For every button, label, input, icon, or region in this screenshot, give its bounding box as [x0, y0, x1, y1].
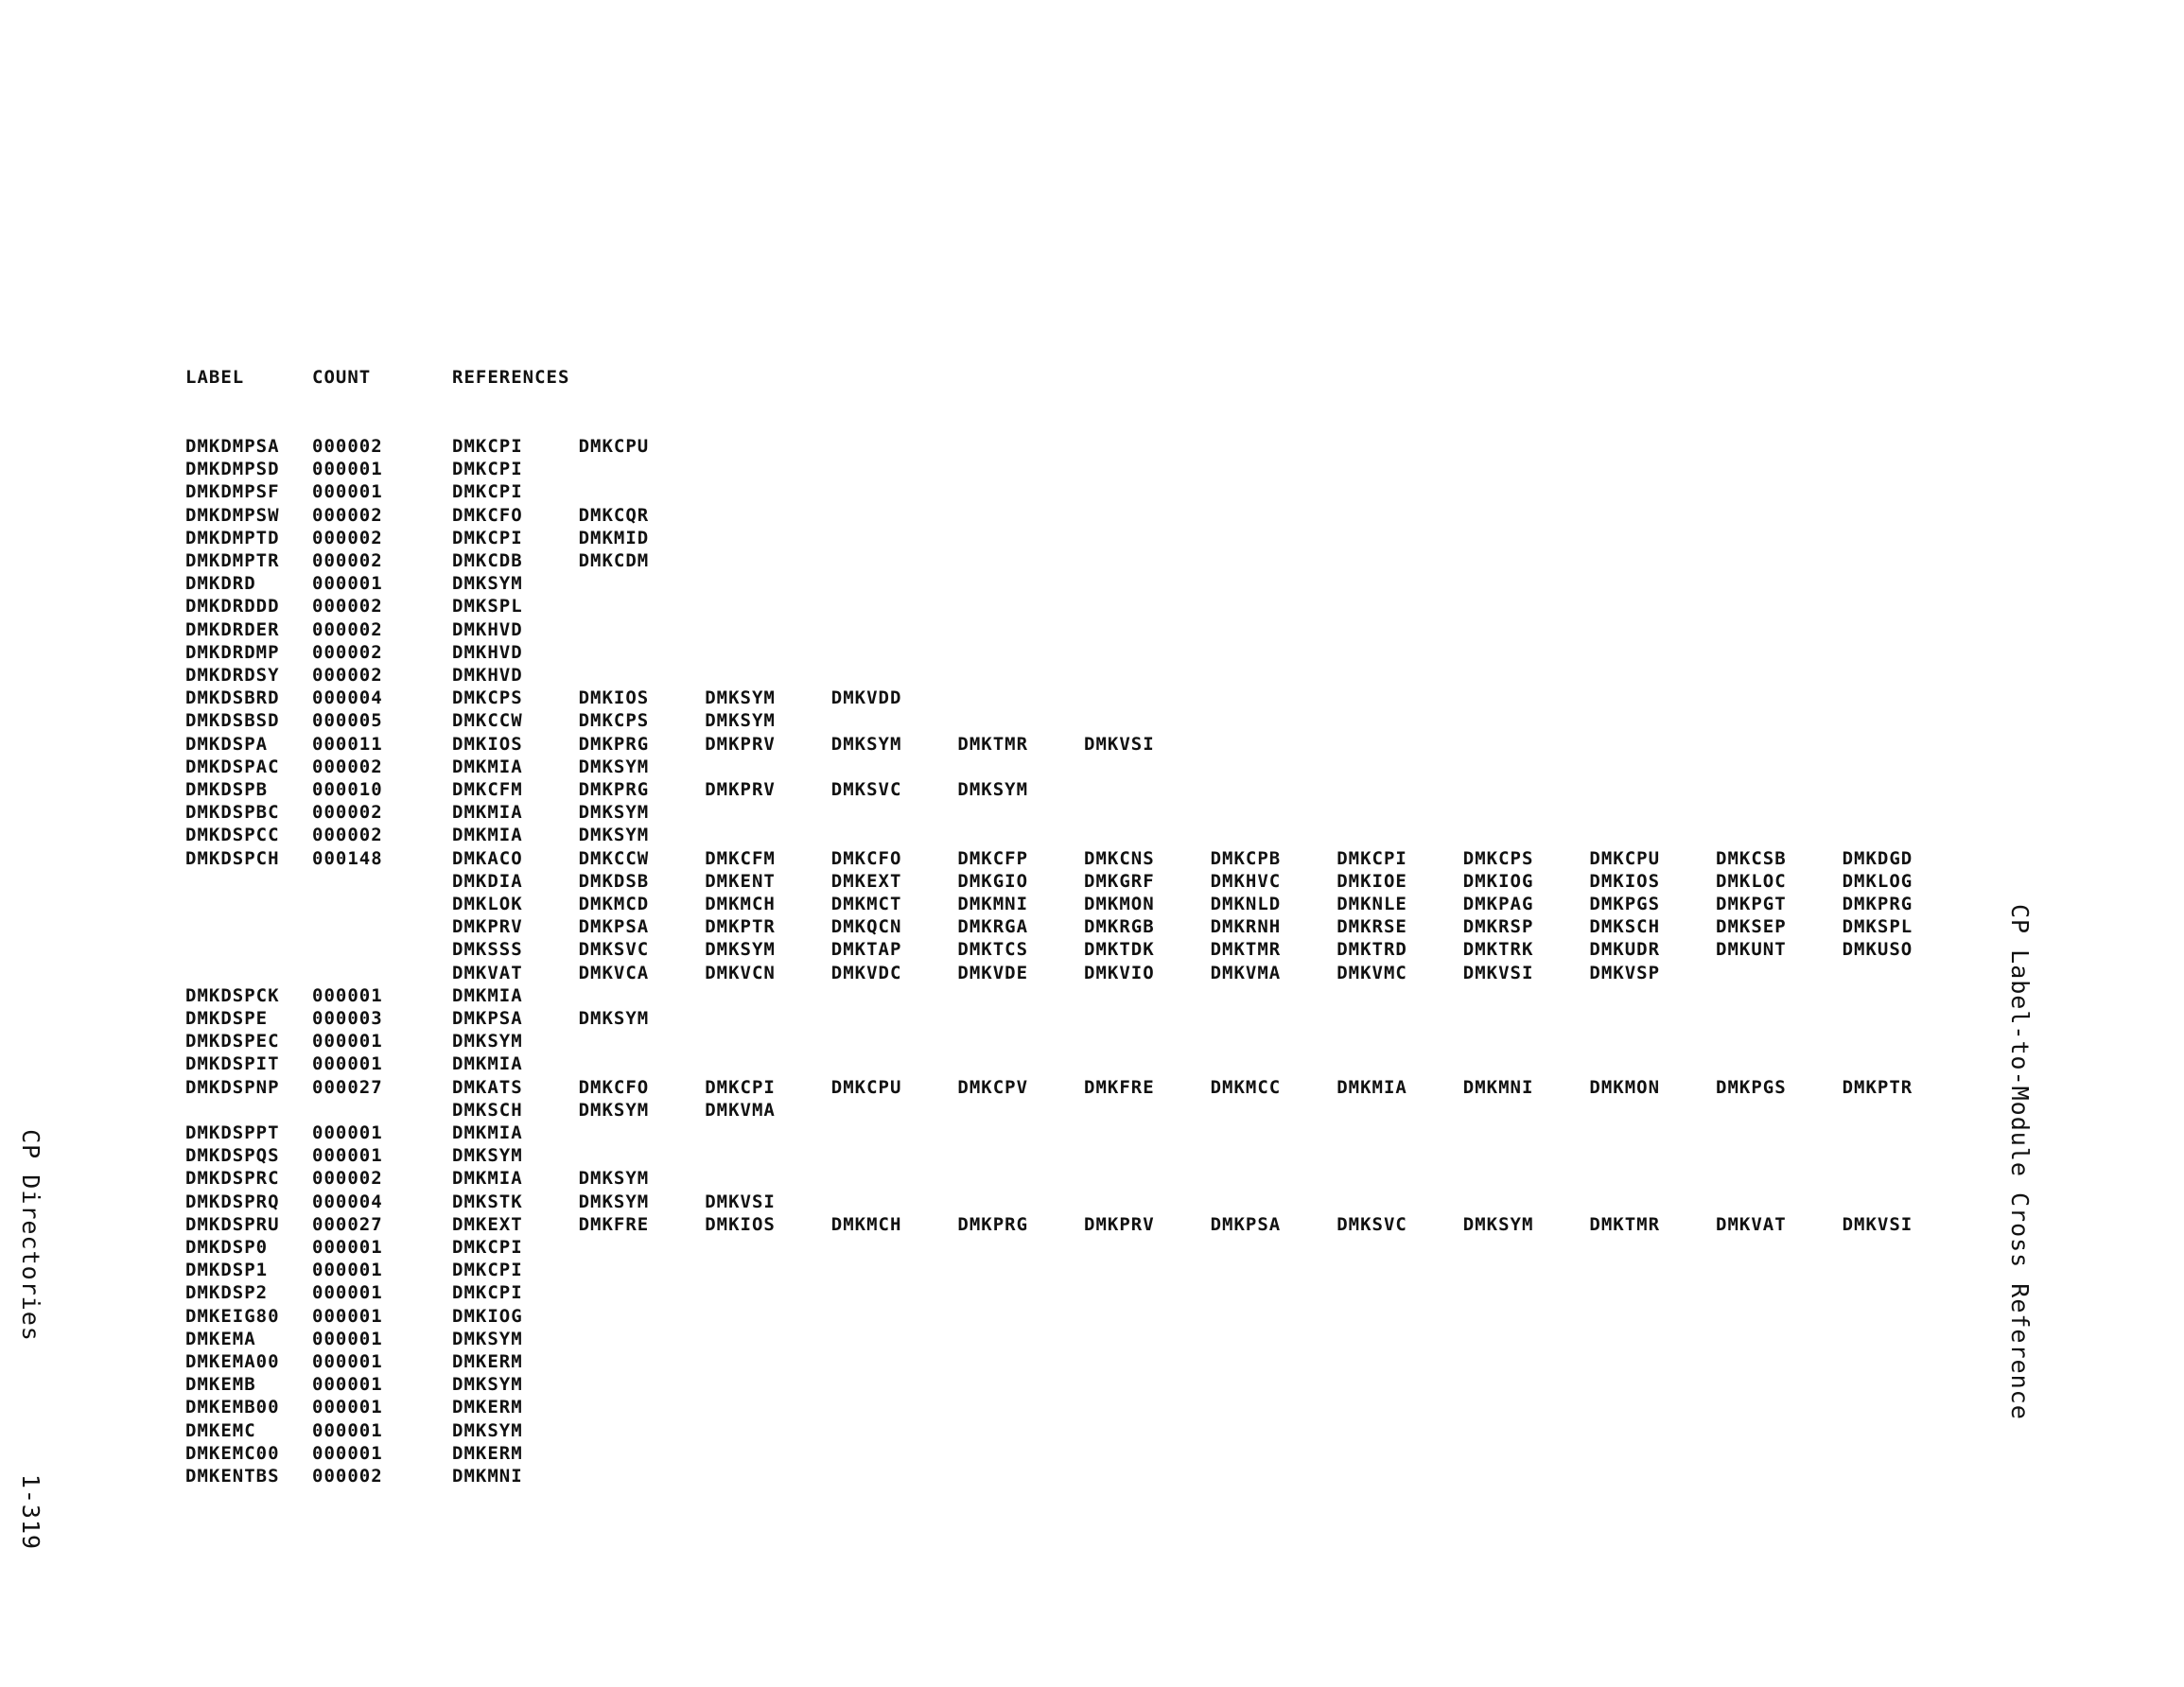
row-reference: DMKVDC — [830, 962, 902, 983]
row-reference: DMKNLD — [1210, 894, 1282, 914]
row-reference: DMKVMA — [1210, 962, 1282, 983]
row-reference: DMKCCW — [578, 847, 650, 869]
row-count: 000001 — [312, 1305, 383, 1327]
row-reference: DMKVDE — [957, 962, 1029, 983]
column-header-label: LABEL — [185, 367, 245, 388]
row-reference: DMKCPI — [452, 1260, 523, 1281]
row-label: DMKDRD — [185, 573, 256, 595]
row-reference: DMKVSP — [1589, 962, 1661, 983]
row-reference: DMKSYM — [578, 1168, 650, 1190]
row-reference: DMKPRG — [578, 779, 650, 800]
row-reference: DMKCFP — [957, 847, 1029, 869]
row-reference: DMKHVC — [1210, 870, 1282, 892]
row-reference: DMKRNH — [1210, 916, 1282, 938]
row-reference: DMKDIA — [452, 870, 523, 892]
running-title: CP Label-to-Module Cross Reference — [2006, 904, 2034, 1420]
row-reference: DMKRGA — [957, 916, 1029, 938]
row-count: 000001 — [312, 984, 383, 1006]
row-count: 000002 — [312, 756, 383, 777]
row-reference: DMKMNI — [957, 894, 1029, 914]
row-reference: DMKSCH — [1589, 916, 1661, 938]
row-count: 000010 — [312, 779, 383, 800]
row-label: DMKENTBS — [185, 1466, 280, 1487]
row-reference: DMKPRV — [705, 733, 776, 755]
row-reference: DMKMNI — [1462, 1076, 1534, 1098]
row-count: 000002 — [312, 618, 383, 640]
row-label: DMKDMPTR — [185, 550, 280, 571]
row-reference: DMKTMR — [1210, 939, 1282, 961]
row-reference: DMKSPL — [452, 596, 523, 617]
row-reference: DMKEXT — [452, 1213, 523, 1235]
row-reference: DMKMCD — [578, 894, 650, 914]
row-reference: DMKTRK — [1462, 939, 1534, 961]
row-count: 000148 — [312, 847, 383, 869]
row-reference: DMKEXT — [830, 870, 902, 892]
row-reference: DMKPAG — [1462, 894, 1534, 914]
row-count: 000005 — [312, 710, 383, 732]
row-reference: DMKMON — [1589, 1076, 1661, 1098]
row-reference: DMKMIA — [452, 1168, 523, 1190]
row-reference: DMKSSS — [452, 939, 523, 961]
row-label: DMKDSPCH — [185, 847, 280, 869]
row-count: 000001 — [312, 573, 383, 595]
row-reference: DMKATS — [452, 1076, 523, 1098]
row-reference: DMKPRG — [578, 733, 650, 755]
row-reference: DMKMCT — [830, 894, 902, 914]
row-reference: DMKERM — [452, 1397, 523, 1418]
row-reference: DMKPGS — [1589, 894, 1661, 914]
row-reference: DMKPTR — [1842, 1076, 1913, 1098]
row-reference: DMKVSI — [1084, 733, 1155, 755]
row-reference: DMKSVC — [578, 939, 650, 961]
row-reference: DMKIOG — [452, 1305, 523, 1327]
row-reference: DMKPSA — [452, 1008, 523, 1029]
row-reference: DMKSYM — [578, 802, 650, 824]
row-reference: DMKRSE — [1337, 916, 1407, 938]
row-reference: DMKVCN — [705, 962, 776, 983]
row-count: 000001 — [312, 1328, 383, 1349]
row-count: 000001 — [312, 1419, 383, 1441]
row-reference: DMKCFO — [452, 504, 523, 526]
row-reference: DMKCPI — [452, 436, 523, 457]
row-reference: DMKVSI — [1842, 1213, 1913, 1235]
row-reference: DMKSYM — [1462, 1213, 1534, 1235]
row-reference: DMKSYM — [452, 1031, 523, 1052]
row-reference: DMKACO — [452, 847, 523, 869]
row-reference: DMKERM — [452, 1442, 523, 1464]
row-reference: DMKVSI — [1462, 962, 1534, 983]
row-label: DMKDSPAC — [185, 756, 280, 777]
row-reference: DMKSYM — [578, 825, 650, 846]
row-reference: DMKQCN — [830, 916, 902, 938]
row-reference: DMKCDM — [578, 550, 650, 571]
row-reference: DMKSYM — [578, 1191, 650, 1212]
row-reference: DMKUNT — [1716, 939, 1787, 961]
row-reference: DMKCPS — [578, 710, 650, 732]
row-reference: DMKMCH — [705, 894, 776, 914]
row-reference: DMKPTR — [705, 916, 776, 938]
column-header-references: REFERENCES — [452, 367, 570, 388]
row-reference: DMKTRD — [1337, 939, 1407, 961]
row-count: 000002 — [312, 596, 383, 617]
row-reference: DMKSYM — [957, 779, 1029, 800]
row-reference: DMKSYM — [452, 573, 523, 595]
row-reference: DMKHVD — [452, 618, 523, 640]
row-reference: DMKSPL — [1842, 916, 1913, 938]
row-reference: DMKIOS — [705, 1213, 776, 1235]
row-reference: DMKIOG — [1462, 870, 1534, 892]
row-reference: DMKVIO — [1084, 962, 1155, 983]
row-count: 000002 — [312, 527, 383, 548]
row-count: 000003 — [312, 1008, 383, 1029]
row-label: DMKDMPSA — [185, 436, 280, 457]
row-reference: DMKPRG — [957, 1213, 1029, 1235]
row-count: 000002 — [312, 641, 383, 663]
row-count: 000001 — [312, 1397, 383, 1418]
row-reference: DMKMIA — [452, 1122, 523, 1143]
row-label: DMKDSPB — [185, 779, 269, 800]
row-label: DMKDSPBC — [185, 802, 280, 824]
row-label: DMKDSP0 — [185, 1237, 269, 1258]
row-reference: DMKCDB — [452, 550, 523, 571]
row-reference: DMKPSA — [578, 916, 650, 938]
row-reference: DMKMCC — [1210, 1076, 1282, 1098]
row-reference: DMKHVD — [452, 641, 523, 663]
row-count: 000001 — [312, 1442, 383, 1464]
row-count: 000001 — [312, 1260, 383, 1281]
row-reference: DMKMIA — [452, 825, 523, 846]
row-reference: DMKVAT — [452, 962, 523, 983]
row-reference: DMKTMR — [1589, 1213, 1661, 1235]
row-count: 000001 — [312, 1351, 383, 1372]
row-reference: DMKVCA — [578, 962, 650, 983]
row-reference: DMKSEP — [1716, 916, 1787, 938]
row-label: DMKDSPE — [185, 1008, 269, 1029]
row-count: 000002 — [312, 825, 383, 846]
row-reference: DMKSYM — [578, 756, 650, 777]
row-count: 000002 — [312, 436, 383, 457]
row-reference: DMKCSB — [1716, 847, 1787, 869]
row-reference: DMKMCH — [830, 1213, 902, 1235]
page-footer — [17, 1099, 72, 1550]
row-reference: DMKGRF — [1084, 870, 1155, 892]
row-reference: DMKLOG — [1842, 870, 1913, 892]
row-reference: DMKSYM — [578, 1099, 650, 1121]
row-reference: DMKFRE — [1084, 1076, 1155, 1098]
row-count: 000002 — [312, 665, 383, 686]
row-label: DMKDSPRC — [185, 1168, 280, 1190]
row-reference: DMKCFM — [705, 847, 776, 869]
row-reference: DMKCFO — [830, 847, 902, 869]
row-reference: DMKCPU — [578, 436, 650, 457]
row-count: 000004 — [312, 1191, 383, 1212]
row-label: DMKDSPCK — [185, 984, 280, 1006]
row-reference: DMKCPI — [452, 1282, 523, 1304]
row-label: DMKDMPSW — [185, 504, 280, 526]
row-reference: DMKPRV — [705, 779, 776, 800]
row-label: DMKEMA00 — [185, 1351, 280, 1372]
row-label: DMKDMPTD — [185, 527, 280, 548]
section-name: CP Directories — [17, 1129, 44, 1342]
row-label: DMKDSPA — [185, 733, 269, 755]
row-reference: DMKSYM — [705, 687, 776, 709]
row-reference: DMKMIA — [1337, 1076, 1407, 1098]
row-reference: DMKENT — [705, 870, 776, 892]
row-reference: DMKMNI — [452, 1466, 523, 1487]
row-count: 000001 — [312, 459, 383, 480]
row-reference: DMKFRE — [578, 1213, 650, 1235]
row-reference: DMKSVC — [830, 779, 902, 800]
row-reference: DMKUSO — [1842, 939, 1913, 961]
row-reference: DMKPSA — [1210, 1213, 1282, 1235]
row-reference: DMKSYM — [705, 939, 776, 961]
row-reference: DMKTMR — [957, 733, 1029, 755]
row-reference: DMKIOS — [1589, 870, 1661, 892]
row-count: 000027 — [312, 1076, 383, 1098]
row-reference: DMKSVC — [1337, 1213, 1407, 1235]
row-reference: DMKCFO — [578, 1076, 650, 1098]
row-count: 000001 — [312, 1374, 383, 1396]
row-reference: DMKMIA — [452, 984, 523, 1006]
row-reference: DMKRGB — [1084, 916, 1155, 938]
row-label: DMKDSP1 — [185, 1260, 269, 1281]
row-count: 000002 — [312, 1168, 383, 1190]
column-header-count: COUNT — [312, 367, 372, 388]
row-label: DMKDSPIT — [185, 1053, 280, 1075]
row-reference: DMKGIO — [957, 870, 1029, 892]
row-reference: DMKVSI — [705, 1191, 776, 1212]
row-reference: DMKSTK — [452, 1191, 523, 1212]
row-reference: DMKCPI — [1337, 847, 1407, 869]
row-label: DMKDRDDD — [185, 596, 280, 617]
row-label: DMKEMA — [185, 1328, 256, 1349]
row-count: 000001 — [312, 1031, 383, 1052]
row-reference: DMKPRV — [452, 916, 523, 938]
row-reference: DMKPRV — [1084, 1213, 1155, 1235]
row-count: 000011 — [312, 733, 383, 755]
row-reference: DMKCPU — [1589, 847, 1661, 869]
row-reference: DMKSYM — [452, 1374, 523, 1396]
row-count: 000002 — [312, 550, 383, 571]
row-reference: DMKSYM — [830, 733, 902, 755]
row-reference: DMKCQR — [578, 504, 650, 526]
row-count: 000002 — [312, 802, 383, 824]
row-reference: DMKSYM — [452, 1419, 523, 1441]
row-reference: DMKTAP — [830, 939, 902, 961]
row-count: 000001 — [312, 1145, 383, 1167]
row-reference: DMKSCH — [452, 1099, 523, 1121]
row-reference: DMKHVD — [452, 665, 523, 686]
row-label: DMKDSPRQ — [185, 1191, 280, 1212]
row-label: DMKDSPCC — [185, 825, 280, 846]
row-reference: DMKSYM — [578, 1008, 650, 1029]
row-label: DMKDRDMP — [185, 641, 280, 663]
row-reference: DMKCFM — [452, 779, 523, 800]
row-reference: DMKCCW — [452, 710, 523, 732]
row-label: DMKDRDER — [185, 618, 280, 640]
row-reference: DMKSYM — [452, 1328, 523, 1349]
row-label: DMKDRDSY — [185, 665, 280, 686]
row-reference: DMKCPV — [957, 1076, 1029, 1098]
row-count: 000001 — [312, 1122, 383, 1143]
row-count: 000004 — [312, 687, 383, 709]
row-reference: DMKCPI — [452, 481, 523, 503]
row-label: DMKDMPSF — [185, 481, 280, 503]
row-label: DMKDSBRD — [185, 687, 280, 709]
row-reference: DMKPRG — [1842, 894, 1913, 914]
row-reference: DMKVMA — [705, 1099, 776, 1121]
row-reference: DMKMIA — [452, 802, 523, 824]
row-label: DMKEMB — [185, 1374, 256, 1396]
row-reference: DMKVAT — [1716, 1213, 1787, 1235]
row-count: 000027 — [312, 1213, 383, 1235]
row-reference: DMKLOK — [452, 894, 523, 914]
row-label: DMKDSPEC — [185, 1031, 280, 1052]
row-reference: DMKSYM — [452, 1145, 523, 1167]
row-label: DMKDSPPT — [185, 1122, 280, 1143]
row-reference: DMKSYM — [705, 710, 776, 732]
row-reference: DMKLOC — [1716, 870, 1787, 892]
row-label: DMKDSBSD — [185, 710, 280, 732]
row-label: DMKEMC00 — [185, 1442, 280, 1464]
row-label: DMKEIG80 — [185, 1305, 280, 1327]
row-reference: DMKDGD — [1842, 847, 1913, 869]
row-reference: DMKERM — [452, 1351, 523, 1372]
row-reference: DMKRSP — [1462, 916, 1534, 938]
row-reference: DMKTDK — [1084, 939, 1155, 961]
row-reference: DMKCPU — [830, 1076, 902, 1098]
row-reference: DMKPGS — [1716, 1076, 1787, 1098]
row-reference: DMKTCS — [957, 939, 1029, 961]
row-label: DMKEMC — [185, 1419, 256, 1441]
row-label: DMKDSPQS — [185, 1145, 280, 1167]
row-reference: DMKMIA — [452, 756, 523, 777]
row-count: 000001 — [312, 1237, 383, 1258]
row-reference: DMKIOE — [1337, 870, 1407, 892]
row-count: 000001 — [312, 481, 383, 503]
row-reference: DMKCPS — [1462, 847, 1534, 869]
row-reference: DMKCPI — [452, 459, 523, 480]
row-label: DMKDSPNP — [185, 1076, 280, 1098]
row-count: 000001 — [312, 1053, 383, 1075]
row-reference: DMKVDD — [830, 687, 902, 709]
row-label: DMKDMPSD — [185, 459, 280, 480]
row-reference: DMKCPS — [452, 687, 523, 709]
row-count: 000001 — [312, 1282, 383, 1304]
row-label: DMKDSP2 — [185, 1282, 269, 1304]
row-reference: DMKMID — [578, 527, 650, 548]
row-reference: DMKCPI — [452, 1237, 523, 1258]
page-number: 1-319 — [17, 1473, 44, 1551]
row-label: DMKEMB00 — [185, 1397, 280, 1418]
row-reference: DMKUDR — [1589, 939, 1661, 961]
row-reference: DMKPGT — [1716, 894, 1787, 914]
row-reference: DMKDSB — [578, 870, 650, 892]
row-reference: DMKIOS — [578, 687, 650, 709]
row-reference: DMKCNS — [1084, 847, 1155, 869]
row-count: 000002 — [312, 504, 383, 526]
row-reference: DMKNLE — [1337, 894, 1407, 914]
row-reference: DMKIOS — [452, 733, 523, 755]
row-reference: DMKCPI — [452, 527, 523, 548]
row-label: DMKDSPRU — [185, 1213, 280, 1235]
row-reference: DMKCPB — [1210, 847, 1282, 869]
row-count: 000002 — [312, 1466, 383, 1487]
row-reference: DMKVMC — [1337, 962, 1407, 983]
row-reference: DMKMIA — [452, 1053, 523, 1075]
row-reference: DMKCPI — [705, 1076, 776, 1098]
row-reference: DMKMON — [1084, 894, 1155, 914]
